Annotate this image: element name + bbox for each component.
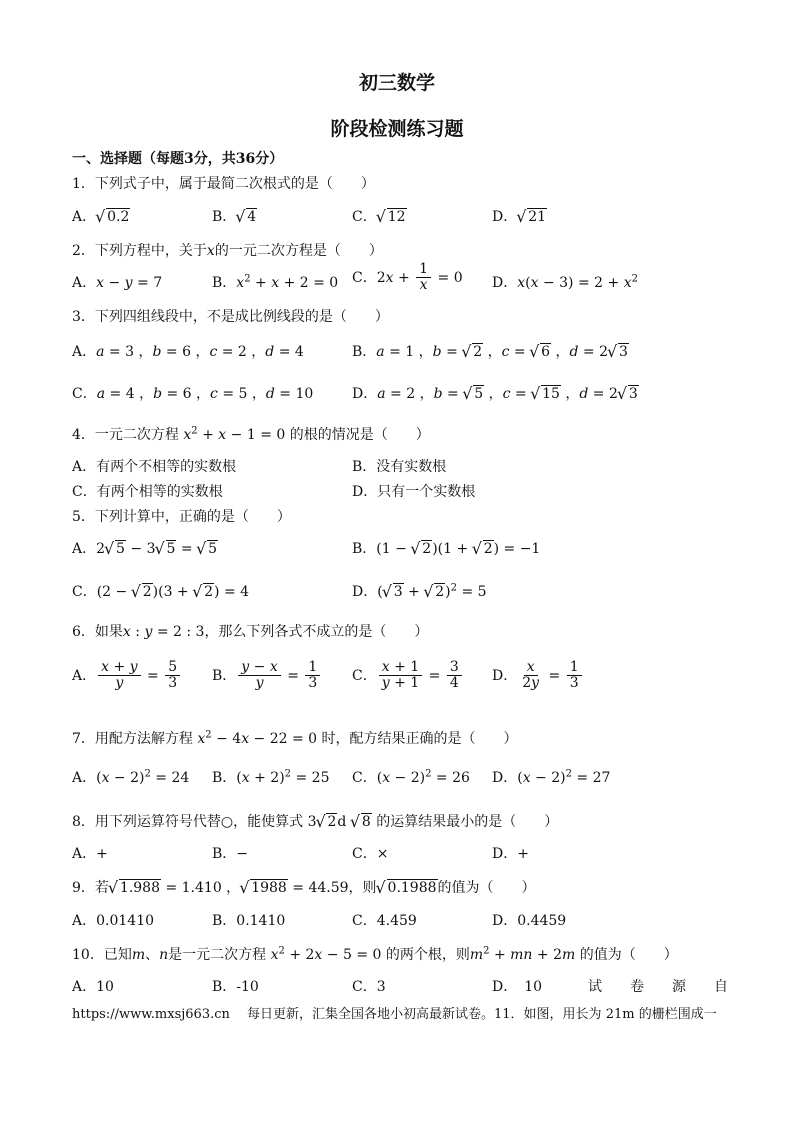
q6-option-b: B． $\frac{y - x}{y}$ = $\frac{1}{3}$: [212, 660, 322, 692]
q3-option-c: C．a = 4 ，b = 6 ，c = 5 ，d = 10: [72, 386, 314, 402]
q10-option-d-tail: 试 卷 源 自: [588, 979, 728, 995]
q1-option-a: A．√ 0.2: [72, 206, 130, 226]
footer-source-line: https://www.mxsj663.cn 每日更新，汇集全国各地小初高最新试卷。11．如图，用长为 21m 的栅栏围成一: [72, 1007, 717, 1022]
q10-option-b: B．-10: [212, 979, 259, 995]
q2-option-a: A．x − y = 7: [72, 275, 163, 291]
page-title: 初三数学: [358, 72, 435, 94]
q10-option-c: C．3: [352, 979, 386, 995]
q1-option-c: C．√ 12: [352, 206, 407, 226]
q7-option-b: B．$(x + 2)^2 = 25$: [212, 768, 330, 786]
q5-option-a: A．2√ 5 − 3√ 5 = √ 5: [72, 538, 218, 558]
q6-option-a: A． $\frac{x + y}{y}$ = $\frac{5}{3}$: [72, 660, 182, 692]
q6-option-c: C． $\frac{x + 1}{y + 1}$ = $\frac{3}{4}$: [352, 660, 464, 692]
q5-option-b: B．(1 − √ 2)(1 + √ 2) = −1: [352, 538, 540, 558]
q8-option-d: D．+: [492, 846, 529, 862]
question-3-stem: 3．下列四组线段中，不是成比例线段的是（ ）: [72, 309, 389, 325]
q8-option-b: B．−: [212, 846, 249, 862]
question-5-stem: 5．下列计算中，正确的是（ ）: [72, 509, 291, 525]
question-6-stem: 6．如果x : y = 2 : 3，那么下列各式不成立的是（ ）: [72, 624, 429, 640]
question-9-stem: 9．若√ 1.988 = 1.410 ，√ 1988 = 44.59，则√ 0.1988的值为（ ）: [72, 877, 536, 897]
q2-option-b: B．$x^2 + x + 2 = 0$: [212, 273, 339, 291]
question-7-stem: 7．用配方法解方程 $x^2 - 4x - 22 = 0$ 时，配方结果正确的是（ ）: [72, 729, 518, 747]
q9-option-b: B．0.1410: [212, 913, 286, 929]
q7-option-d: D．$(x - 2)^2 = 27$: [492, 768, 611, 786]
q4-option-c: C．有两个相等的实数根: [72, 484, 223, 500]
q5-option-c: C．(2 − √ 2)(3 + √ 2) = 4: [72, 581, 249, 601]
q4-option-b: B．没有实数根: [352, 459, 447, 475]
q4-option-d: D．只有一个实数根: [352, 484, 476, 500]
q2-option-c: C．2x + $\frac{1}{x}$ = 0: [352, 261, 463, 294]
q3-option-a: A．a = 3 ，b = 6 ，c = 2 ，d = 4: [72, 344, 304, 360]
q1-option-b: B．√ 4: [212, 206, 257, 226]
question-4-stem: 4．一元二次方程 $x^2 + x - 1 = 0$ 的根的情况是（ ）: [72, 425, 430, 443]
q4-option-a: A．有两个不相等的实数根: [72, 459, 237, 475]
q8-option-a: A．+: [72, 846, 108, 862]
q8-option-c: C．×: [352, 846, 389, 862]
q1-option-d: D．√ 21: [492, 206, 547, 226]
q10-option-a: A．10: [72, 979, 114, 995]
question-1-stem: 1．下列式子中，属于最简二次根式的是（ ）: [72, 176, 375, 192]
page-subtitle: 阶段检测练习题: [330, 118, 464, 140]
q9-option-a: A．0.01410: [72, 913, 155, 929]
q3-option-d: D．a = 2 ，b = √ 5 ，c = √ 15 ，d = 2√ 3: [352, 383, 639, 403]
q6-option-d: D． $\frac{x}{2y}$ = $\frac{1}{3}$: [492, 660, 584, 692]
q9-option-c: C．4.459: [352, 913, 417, 929]
q3-option-b: B．a = 1 ，b = √ 2 ，c = √ 6 ，d = 2√ 3: [352, 341, 629, 361]
q7-option-a: A．$(x - 2)^2 = 24$: [72, 768, 190, 786]
question-10-stem: 10．已知m、n是一元二次方程 $x^2 + 2x - 5 = 0$ 的两个根，则$m^2$ + mn + 2m 的值为（ ）: [72, 945, 678, 963]
q9-option-d: D．0.4459: [492, 913, 567, 929]
q7-option-c: C．$(x - 2)^2 = 26$: [352, 768, 470, 786]
section-heading: 一、选择题（每题3分，共36分）: [72, 151, 284, 167]
question-8-stem: 8．用下列运算符号代替○，能使算式 3√ 2d √ 8 的运算结果最小的是（ ）: [72, 811, 558, 831]
q5-option-d: D．(√ 3 + √ 2)$^2$ = 5: [352, 581, 487, 601]
question-2-stem: 2．下列方程中，关于x的一元二次方程是（ ）: [72, 243, 383, 259]
q10-option-d: D． 10: [492, 979, 543, 995]
q2-option-d: D．$x(x - 3) = 2 + x^2$: [492, 273, 638, 291]
